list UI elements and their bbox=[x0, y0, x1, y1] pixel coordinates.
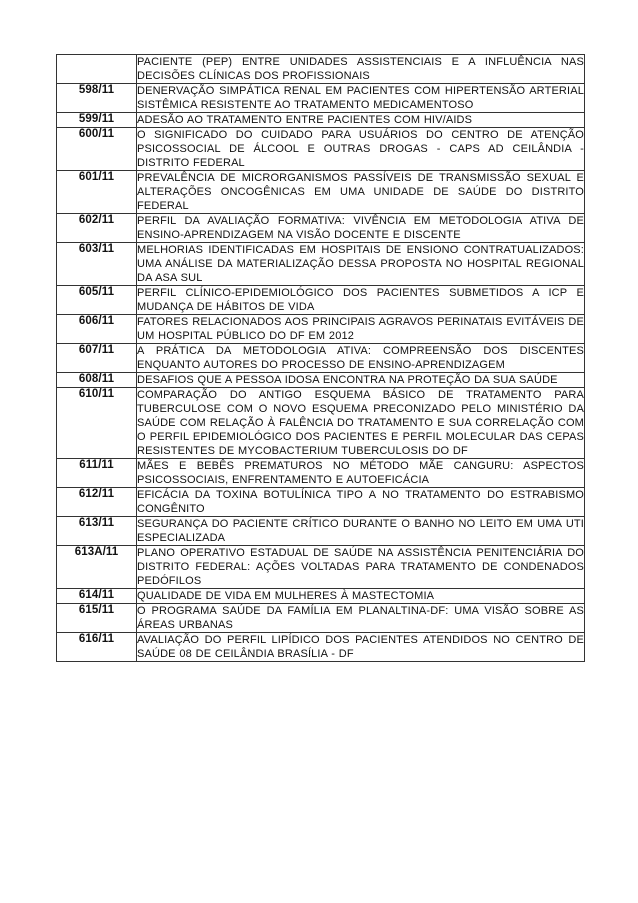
table-row bbox=[57, 315, 585, 344]
project-code: 608/11 bbox=[57, 373, 137, 388]
project-title: EFICÁCIA DA TOXINA BOTULÍNICA TIPO A NO TRATAMENTO DO ESTRABISMO CONGÊNITO bbox=[137, 489, 584, 515]
project-code bbox=[57, 55, 137, 84]
table-row bbox=[57, 388, 585, 459]
project-code: 610/11 bbox=[57, 388, 137, 459]
table-row bbox=[57, 128, 585, 171]
project-code: 598/11 bbox=[57, 84, 137, 113]
table-row bbox=[57, 243, 585, 286]
table-row bbox=[57, 459, 585, 488]
project-code: 602/11 bbox=[57, 214, 137, 243]
project-title: A PRÁTICA DA METODOLOGIA ATIVA: COMPREENSÃO DOS DISCENTES ENQUANTO AUTORES DO PROCESSO DE ENSINO-APRENDIZAGEM bbox=[137, 345, 584, 371]
project-code: 603/11 bbox=[57, 243, 137, 286]
table-row bbox=[57, 633, 585, 662]
project-title: PERFIL DA AVALIAÇÃO FORMATIVA: VIVÊNCIA EM METODOLOGIA ATIVA DE ENSINO-APRENDIZAGEM NA VISÃO DOCENTE E DISCENTE bbox=[137, 215, 584, 241]
registry-table-body bbox=[57, 55, 585, 662]
project-code: 616/11 bbox=[57, 633, 137, 662]
table-row bbox=[57, 517, 585, 546]
project-title: PERFIL CLÍNICO-EPIDEMIOLÓGICO DOS PACIENTES SUBMETIDOS A ICP E MUDANÇA DE HÁBITOS DE VIDA bbox=[137, 287, 584, 313]
project-registry-table bbox=[56, 54, 585, 662]
project-title: AVALIAÇÃO DO PERFIL LIPÍDICO DOS PACIENTES ATENDIDOS NO CENTRO DE SAÚDE 08 DE CEILÂNDIA BRASÍLIA - DF bbox=[137, 634, 584, 660]
project-title: PLANO OPERATIVO ESTADUAL DE SAÚDE NA ASSISTÊNCIA PENITENCIÁRIA DO DISTRITO FEDERAL: AÇÕES VOLTADAS PARA TRATAMENTO DE CONDENADOS PEDÓFILOS bbox=[137, 547, 584, 587]
table-row bbox=[57, 546, 585, 589]
project-title: ADESÃO AO TRATAMENTO ENTRE PACIENTES COM HIV/AIDS bbox=[137, 113, 585, 128]
project-title: COMPARAÇÃO DO ANTIGO ESQUEMA BÁSICO DE TRATAMENTO PARA TUBERCULOSE COM O NOVO ESQUEMA PRECONIZADO PELO MINISTÉRIO DA SAÚDE COM RELAÇÃO À FALÊNCIA DO TRATAMENTO E SUA CORRELAÇÃO COM O PERFIL EPIDEMIOLÓGICO DOS PACIENTES E PERFIL MOLECULAR DAS CEPAS RESISTENTES DE MYCOBACTERIUM TUBERCULOSIS DO DF bbox=[137, 389, 584, 457]
project-title: MELHORIAS IDENTIFICADAS EM HOSPITAIS DE ENSIONO CONTRATUALIZADOS: UMA ANÁLISE DA MATERIALIZAÇÃO DESSA PROPOSTA NO HOSPITAL REGIONAL DA ASA SUL bbox=[137, 244, 584, 284]
document-page bbox=[56, 54, 585, 662]
project-code: 605/11 bbox=[57, 286, 137, 315]
project-title: O PROGRAMA SAÚDE DA FAMÍLIA EM PLANALTINA-DF: UMA VISÃO SOBRE AS ÁREAS URBANAS bbox=[137, 605, 584, 631]
project-title: MÃES E BEBÊS PREMATUROS NO MÉTODO MÃE CANGURU: ASPECTOS PSICOSSOCIAIS, ENFRENTAMENTO E AUTOEFICÁCIA bbox=[137, 460, 584, 486]
project-code: 606/11 bbox=[57, 315, 137, 344]
table-row bbox=[57, 214, 585, 243]
project-title: PACIENTE (PEP) ENTRE UNIDADES ASSISTENCIAIS E A INFLUÊNCIA NAS DECISÕES CLÍNICAS DOS PROFISSIONAIS bbox=[137, 56, 584, 82]
table-row bbox=[57, 344, 585, 373]
table-row bbox=[57, 604, 585, 633]
table-row bbox=[57, 286, 585, 315]
table-row bbox=[57, 373, 585, 388]
project-code: 613A/11 bbox=[57, 546, 137, 589]
project-title: SEGURANÇA DO PACIENTE CRÍTICO DURANTE O BANHO NO LEITO EM UMA UTI ESPECIALIZADA bbox=[137, 518, 584, 544]
project-code: 600/11 bbox=[57, 128, 137, 171]
project-code: 612/11 bbox=[57, 488, 137, 517]
project-code: 599/11 bbox=[57, 113, 137, 128]
table-row bbox=[57, 113, 585, 128]
project-code: 615/11 bbox=[57, 604, 137, 633]
project-title: DENERVAÇÃO SIMPÁTICA RENAL EM PACIENTES COM HIPERTENSÃO ARTERIAL SISTÊMICA RESISTENTE AO TRATAMENTO MEDICAMENTOSO bbox=[137, 85, 584, 111]
project-title: QUALIDADE DE VIDA EM MULHERES À MASTECTOMIA bbox=[137, 589, 585, 604]
project-code: 601/11 bbox=[57, 171, 137, 214]
table-row bbox=[57, 171, 585, 214]
table-row bbox=[57, 55, 585, 84]
project-title: O SIGNIFICADO DO CUIDADO PARA USUÁRIOS DO CENTRO DE ATENÇÃO PSICOSSOCIAL DE ÁLCOOL E OUTRAS DROGAS - CAPS AD CEILÂNDIA - DISTRITO FEDERAL bbox=[137, 129, 584, 169]
project-code: 614/11 bbox=[57, 589, 137, 604]
table-row bbox=[57, 589, 585, 604]
project-code: 611/11 bbox=[57, 459, 137, 488]
project-title: FATORES RELACIONADOS AOS PRINCIPAIS AGRAVOS PERINATAIS EVITÁVEIS DE UM HOSPITAL PÚBLICO DO DF EM 2012 bbox=[137, 316, 584, 342]
project-code: 613/11 bbox=[57, 517, 137, 546]
table-row bbox=[57, 84, 585, 113]
project-title: DESAFIOS QUE A PESSOA IDOSA ENCONTRA NA PROTEÇÃO DA SUA SAÚDE bbox=[137, 373, 585, 388]
project-code: 607/11 bbox=[57, 344, 137, 373]
project-title: PREVALÊNCIA DE MICRORGANISMOS PASSÍVEIS DE TRANSMISSÃO SEXUAL E ALTERAÇÕES ONCOGÊNICAS EM UMA UNIDADE DE SAÚDE DO DISTRITO FEDERAL bbox=[137, 172, 584, 212]
table-row bbox=[57, 488, 585, 517]
